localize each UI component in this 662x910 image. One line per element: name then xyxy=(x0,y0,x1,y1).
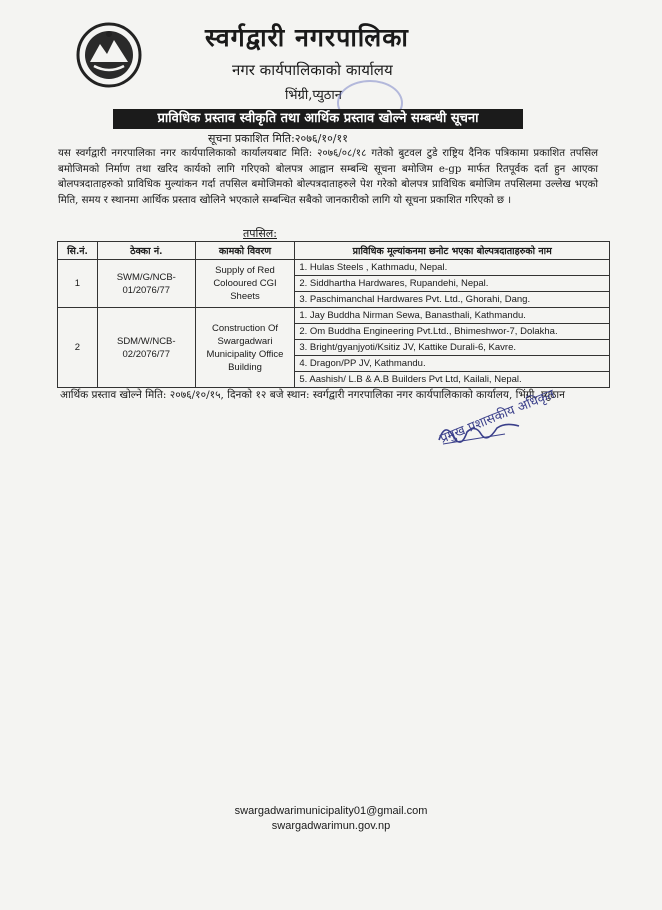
footer-email: swargadwarimunicipality01@gmail.com xyxy=(234,805,428,817)
header-description: कामको विवरण xyxy=(195,242,295,260)
bidder-name: 2. Siddhartha Hardwares, Rupandehi, Nepal. xyxy=(295,276,610,292)
opening-info: आर्थिक प्रस्ताव खोल्ने मिति: २०७६/१०/१५, दिनको १२ बजे स्थान: स्वर्गद्वारी नगरपालिका नगर कार्यपालिकाको कार्यालय, भिंग्री, प्युठान xyxy=(60,389,565,401)
office-name: नगर कार्यपालिकाको कार्यालय xyxy=(232,61,393,79)
signatory-title: प्रमुख प्रशासकीय अधिकृत xyxy=(438,387,557,447)
row-description: Construction Of Swargadwari Municipality Office Building xyxy=(195,308,295,388)
row-contract-no: SWM/G/NCB-01/2076/77 xyxy=(97,260,195,308)
bidder-name: 3. Paschimanchal Hardwares Pvt. Ltd., Ghorahi, Dang. xyxy=(295,292,610,308)
notice-body: यस स्वर्गद्वारी नगरपालिका नगर कार्यपालिकाको कार्यालयबाट मिति: २०७६/०८/१८ गतेको बुटवल टुडे राष्ट्रिय दैनिक पत्रिकामा प्रकाशित तपसिल बमोजिमको निर्माण तथा खरिद कार्यको लागि गरिएको बोलपत्र आह्वान सम्बन्धि सूचना बमोजिम e-gp मार्फत रितपूर्वक दर्ता हुन आएका बोलपत्रदाताहरुको प्राविधिक मुल्यांकन गर्दा तपसिल बमोजिमको बोल्पत्रदाताहरुले पेश गरेको बोलपत्र प्राविधिक बमोजिम तपसिलमा उल्लेख भएको मिति, समय र स्थानमा आर्थिक प्रस्ताव खोलिने भएकाले सम्बन्धित सबैको जानकारीको लागि यो सूचना प्रकाशित गरिएको छ । xyxy=(58,148,598,206)
row-description: Supply of Red Colooured CGI Sheets xyxy=(195,260,295,308)
bidder-name: 1. Jay Buddha Nirman Sewa, Banasthali, Kathmandu. xyxy=(295,308,610,324)
publish-date: सूचना प्रकाशित मिति:२०७६/१०/११ xyxy=(208,132,348,145)
bidder-name: 3. Bright/gyanjyoti/Ksitiz JV, Kattike Durali-6, Kavre. xyxy=(295,340,610,356)
notice-title: प्राविधिक प्रस्ताव स्वीकृति तथा आर्थिक प्रस्ताव खोल्ने सम्बन्धी सूचना xyxy=(113,109,523,129)
row-sn: 2 xyxy=(58,308,98,388)
footer-website: swargadwarimun.gov.np xyxy=(271,820,391,832)
bidder-name: 5. Aashish/ L.B & A.B Builders Pvt Ltd, Kailali, Nepal. xyxy=(295,372,610,388)
annex-label: तपसिल: xyxy=(243,227,277,240)
table-row xyxy=(58,260,610,276)
table-header-row xyxy=(58,242,610,260)
header-contract-no: ठेक्का नं. xyxy=(97,242,195,260)
bidder-name: 4. Dragon/PP JV, Kathmandu. xyxy=(295,356,610,372)
bidder-name: 1. Hulas Steels , Kathmadu, Nepal. xyxy=(295,260,610,276)
row-sn: 1 xyxy=(58,260,98,308)
header-bidders: प्राविधिक मूल्यांकनमा छनोट भएका बोल्पत्रदाताहरुको नाम xyxy=(295,242,610,260)
row-contract-no: SDM/W/NCB-02/2076/77 xyxy=(97,308,195,388)
table-row xyxy=(58,308,610,324)
bidders-table xyxy=(57,241,610,388)
bidder-name: 2. Om Buddha Engineering Pvt.Ltd., Bhimeshwor-7, Dolakha. xyxy=(295,324,610,340)
municipality-emblem-icon xyxy=(76,22,142,88)
office-address: भिंग्री,प्युठान xyxy=(285,88,342,103)
org-name: स्वर्गद्वारी नगरपालिका xyxy=(205,23,409,52)
header-sn: सि.नं. xyxy=(58,242,98,260)
